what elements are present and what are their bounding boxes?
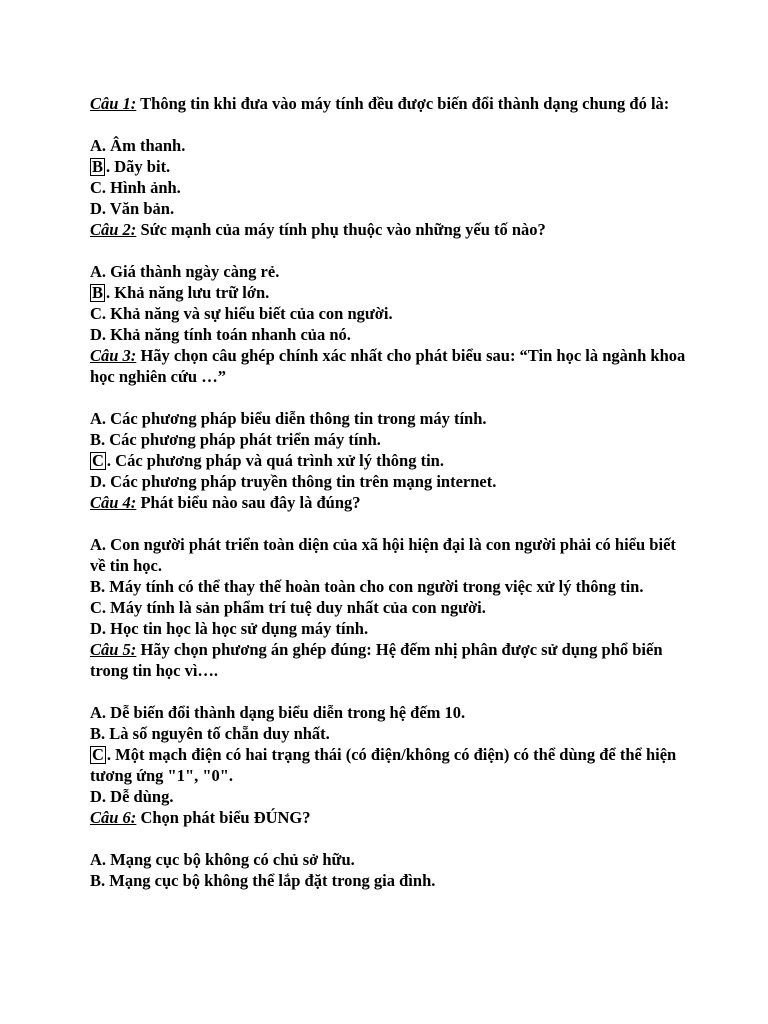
question-6-heading [90,807,690,828]
option-5b [90,723,690,744]
option-4a [90,534,690,576]
question-2-heading [90,219,690,240]
option-text: . Khả năng tính toán nhanh của nó. [101,325,351,344]
question-5-heading [90,639,690,681]
answer-box-letter: C [92,745,104,764]
question-1 [90,93,690,219]
question-4-heading [90,492,690,513]
question-6-text: Chọn phát biểu ĐÚNG? [136,808,311,827]
option-5c [90,744,690,786]
option-text: . Các phương pháp biểu diễn thông tin trong máy tính. [101,409,487,428]
option-letter: B [90,871,102,890]
option-letter: D [90,199,102,218]
option-text: . Mạng cục bộ không có chủ sở hữu. [101,850,355,869]
option-text: . Máy tính là sản phẩm trí tuệ duy nhất của con người. [101,598,486,617]
option-text: . Một mạch điện có hai trạng thái (có điện/không có điện) có thể dùng để thể hiện tương ứng "1", "0". [90,745,677,785]
question-2 [90,219,690,345]
option-3d [90,471,690,492]
option-text: . Dễ dùng. [101,787,174,806]
option-text: . Khả năng và sự hiểu biết của con người. [101,304,393,323]
option-text: . Khả năng lưu trữ lớn. [106,283,270,302]
option-letter: D [90,619,102,638]
option-text: . Là số nguyên tố chẵn duy nhất. [101,724,330,743]
option-1c [90,177,690,198]
option-4c [90,597,690,618]
question-2-number: Câu 2: [90,220,137,239]
option-letter: B [90,724,102,743]
option-text: . Giá thành ngày càng rẻ. [101,262,280,281]
option-letter: A [90,703,102,722]
spacer [90,114,690,135]
quiz-document [90,93,690,891]
option-letter: C [90,304,102,323]
option-6a [90,849,690,870]
spacer [90,387,690,408]
option-2d [90,324,690,345]
question-5-number: Câu 5: [90,640,137,659]
option-4d [90,618,690,639]
option-letter: B [90,430,102,449]
option-text: . Văn bản. [101,199,175,218]
option-text: . Âm thanh. [101,136,186,155]
option-2c [90,303,690,324]
option-4b [90,576,690,597]
answer-box-letter: B [92,157,104,176]
answer-box-letter: C [92,451,104,470]
question-4-number: Câu 4: [90,493,137,512]
option-letter: D [90,787,102,806]
option-3a [90,408,690,429]
option-letter: D [90,325,102,344]
option-6b [90,870,690,891]
option-letter: A [90,850,102,869]
question-2-text: Sức mạnh của máy tính phụ thuộc vào những yếu tố nào? [136,220,546,239]
question-3-number: Câu 3: [90,346,137,365]
option-3b [90,429,690,450]
option-5d [90,786,690,807]
option-text: . Dãy bit. [106,157,171,176]
option-text: . Học tin học là học sử dụng máy tính. [101,619,369,638]
spacer [90,681,690,702]
question-1-number: Câu 1: [90,94,137,113]
answer-box-letter: B [92,283,104,302]
option-letter: A [90,262,102,281]
option-1b [90,156,690,177]
option-5a [90,702,690,723]
option-2b [90,282,690,303]
option-text: . Con người phát triển toàn diện của xã hội hiện đại là con người phải có hiểu biết về tin học. [90,535,676,575]
option-text: . Các phương pháp phát triển máy tính. [101,430,381,449]
option-text: . Máy tính có thể thay thế hoàn toàn cho con người trong việc xử lý thông tin. [101,577,644,596]
question-3-text: Hãy chọn câu ghép chính xác nhất cho phát biểu sau: “Tin học là ngành khoa học nghiên cứu …” [90,346,686,386]
option-text: . Dễ biến đổi thành dạng biểu diễn trong hệ đếm 10. [101,703,466,722]
option-letter: A [90,409,102,428]
option-1a [90,135,690,156]
question-6 [90,807,690,891]
spacer [90,513,690,534]
option-text: . Hình ảnh. [101,178,181,197]
option-letter: C [90,178,102,197]
option-text: . Các phương pháp và quá trình xử lý thông tin. [106,451,444,470]
option-3c [90,450,690,471]
option-1d [90,198,690,219]
option-text: . Mạng cục bộ không thể lắp đặt trong gia đình. [101,871,436,890]
spacer [90,828,690,849]
option-letter: A [90,136,102,155]
question-4-text: Phát biểu nào sau đây là đúng? [136,493,361,512]
question-5 [90,639,690,807]
question-5-text: Hãy chọn phương án ghép đúng: Hệ đếm nhị phân được sử dụng phổ biến trong tin học vì…. [90,640,663,680]
question-3 [90,345,690,492]
question-6-number: Câu 6: [90,808,137,827]
option-letter: C [90,598,102,617]
question-1-heading [90,93,690,114]
question-1-text: Thông tin khi đưa vào máy tính đều được biến đổi thành dạng chung đó là: [136,94,670,113]
option-2a [90,261,690,282]
question-3-heading [90,345,690,387]
spacer [90,240,690,261]
option-text: . Các phương pháp truyền thông tin trên mạng internet. [101,472,497,491]
option-letter: D [90,472,102,491]
option-letter: A [90,535,102,554]
option-letter: B [90,577,102,596]
question-4 [90,492,690,639]
